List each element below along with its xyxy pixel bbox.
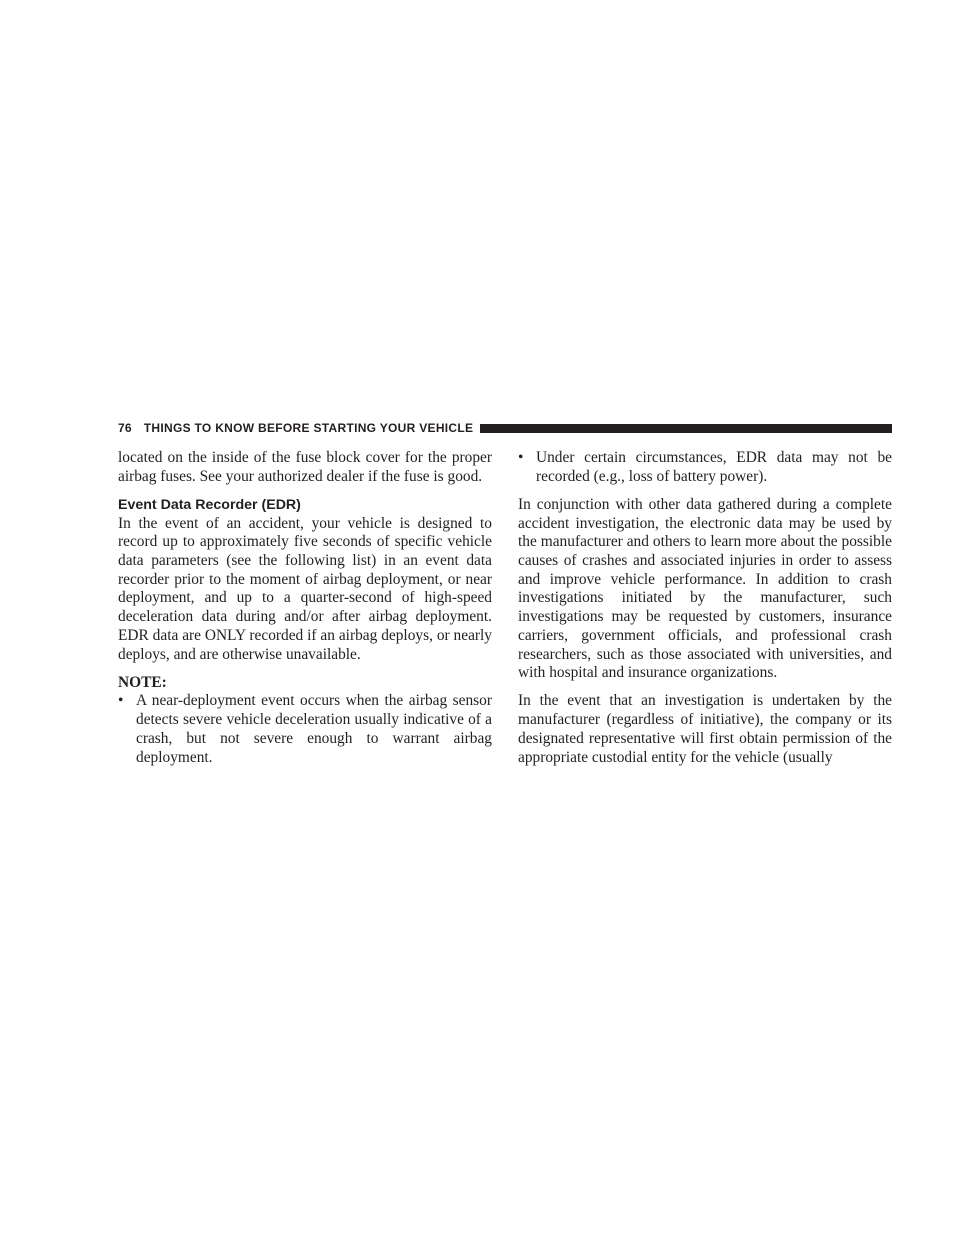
right-column (518, 449, 892, 777)
right-bullet-list (518, 449, 892, 486)
note-bullet-item (118, 692, 492, 767)
continued-paragraph: located on the inside of the fuse block cover for the proper airbag fuses. See your authorized dealer if the fuse is good. (118, 449, 492, 485)
header-rule (480, 424, 892, 433)
section-title: THINGS TO KNOW BEFORE STARTING YOUR VEHICLE (143, 421, 474, 435)
right-bullet-text: Under certain circumstances, EDR data may not be recorded (e.g., loss of battery power). (536, 449, 892, 485)
section-heading-edr: Event Data Recorder (EDR) (118, 496, 301, 513)
permission-paragraph: In the event that an investigation is undertaken by the manufacturer (regardless of initiative), the company or its designated representative will first obtain permission of the appropriate custodial entity for the vehicle (usually (518, 692, 892, 766)
note-bullet-text: A near-deployment event occurs when the airbag sensor detects severe vehicle deceleration usually indicative of a crash, but not severe enough to warrant airbag deployment. (136, 692, 492, 766)
running-header (118, 418, 892, 438)
note-bullet-list (118, 692, 492, 767)
left-column (118, 449, 492, 777)
investigation-paragraph: In conjunction with other data gathered during a complete accident investigation, the electronic data may be used by the manufacturer and others to learn more about the possible causes of crashes and associated injuries in order to assess and improve vehicle performance. In addition to crash investigations initiated by the manufacturer, such investigations may be requested by customers, insurance carriers, government officials, and professional crash researchers, such as those associated with universities, and with hospital and insurance organizations. (518, 495, 892, 682)
page-number: 76 (118, 421, 132, 435)
edr-paragraph: In the event of an accident, your vehicle is designed to record up to approximately five seconds of specific vehicle data parameters (see the following list) in an event data recorder prior to the moment of airbag deployment, or near deployment, and up to a quarter-second of high-speed deceleration data during and/or after airbag deployment. EDR data are ONLY recorded if an airbag deploys, or nearly deploys, and are otherwise unavailable. (118, 514, 492, 663)
bullet-icon: • (118, 692, 124, 710)
bullet-icon: • (518, 449, 524, 466)
right-bullet-item (518, 449, 892, 486)
note-label: NOTE: (118, 673, 167, 691)
